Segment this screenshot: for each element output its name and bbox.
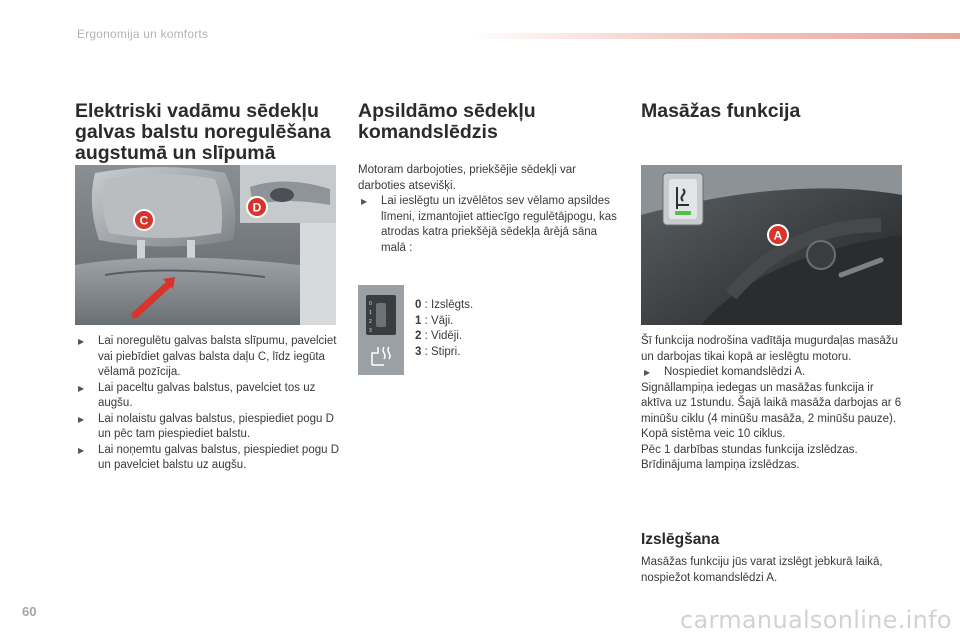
heating-level-3: 3 : Stipri. — [415, 345, 461, 358]
massage-para-2: Signāllampiņa iedegas un masāžas funkcija ir aktīva uz 1stundu. Šajā laikā masāža darbojas ar 6 minūšu ciklu (4 minūšu masāža, 2 minūšu pauze). Kopā sistēma veic 10 ciklus. — [641, 381, 902, 440]
section-label: Ergonomija un komforts — [77, 27, 209, 41]
massage-bullet: ▶ Nospiediet komandslēdzi A. — [641, 365, 906, 381]
knob-label-1: 1 — [369, 310, 372, 316]
watermark: carmanualsonline.info — [680, 606, 952, 634]
massage-para-4: Brīdinājuma lampiņa izslēdzas. — [641, 459, 800, 471]
headrest-title-line-2: galvas balstu noregulēšana — [75, 121, 331, 143]
headrest-bullet-1: ▶ Lai noregulētu galvas balsta slīpumu, pavelciet vai piebīdiet galvas balsta daļu C, līdz iegūta vēlamā pozīcija. — [75, 334, 340, 381]
headrest-title-line-1: Elektriski vadāmu sēdekļu — [75, 100, 319, 122]
heating-knob-photo — [358, 285, 404, 375]
headrest-photo — [75, 165, 336, 325]
massage-para-3: Pēc 1 darbības stundas funkcija izslēdzas. — [641, 443, 858, 456]
headrest-illustration — [75, 165, 336, 325]
heated-seats-title-line-1: Apsildāmo sēdekļu — [358, 100, 536, 122]
header-accent-line — [470, 33, 960, 39]
massage-text — [641, 334, 906, 474]
massage-title: Masāžas funkcija — [641, 100, 801, 122]
knob-label-2: 2 — [369, 319, 372, 325]
callout-d: D — [252, 200, 262, 215]
heated-seats-text — [358, 163, 620, 256]
heating-level-2: 2 : Vidēji. — [415, 330, 463, 342]
heated-seats-title-line-2: komandslēdzis — [358, 121, 498, 143]
headrest-instructions — [75, 334, 340, 474]
callout-a: A — [773, 228, 783, 243]
massage-switch-illustration — [641, 165, 902, 325]
heated-seats-intro: Motoram darbojoties, priekšējie sēdekļi var darboties atsevišķi. — [358, 164, 576, 192]
heating-level-1: 1 : Vāji. — [415, 314, 454, 327]
headrest-title-line-3: augstumā un slīpumā — [75, 142, 276, 164]
headrest-bullet-2: ▶ Lai paceltu galvas balstus, pavelciet tos uz augšu. — [75, 381, 340, 412]
heated-seats-title — [358, 101, 618, 143]
page-number: 60 — [22, 604, 37, 619]
heating-levels — [415, 298, 473, 360]
headrest-bullet-3: ▶ Lai nolaistu galvas balstus, piespiediet pogu D un pēc tam piespiediet balstu. — [75, 412, 340, 443]
knob-label-0: 0 — [369, 301, 372, 307]
massage-indicator-lamp — [675, 211, 691, 215]
headrest-bullet-4: ▶ Lai noņemtu galvas balstus, piespiediet pogu D un pavelciet balstu uz augšu. — [75, 443, 340, 474]
headrest-title — [75, 101, 345, 164]
heated-seats-bullet: ▶ Lai ieslēgtu un izvēlētos sev vēlamo apsildes līmeni, izmantojiet attiecīgo regulētājpogu, kas atrodas katra priekšējā sēdekļa ārējā sāna malā : — [358, 194, 620, 256]
massage-para-1: Šī funkcija nodrošina vadītāja mugurdaļas masāžu un darbojas tikai kopā ar ieslēgtu motoru. — [641, 335, 898, 363]
heating-level-0: 0 : Izslēgts. — [415, 299, 474, 311]
massage-switch-photo — [641, 165, 902, 325]
callout-c: C — [139, 213, 149, 228]
heating-knob-illustration — [358, 285, 404, 375]
knob-label-3: 3 — [369, 328, 372, 334]
switch-off-text: Masāžas funkciju jūs varat izslēgt jebkurā laikā, nospiežot komandslēdzi A. — [641, 556, 883, 584]
switch-off-title: Izslēgšana — [641, 531, 720, 548]
